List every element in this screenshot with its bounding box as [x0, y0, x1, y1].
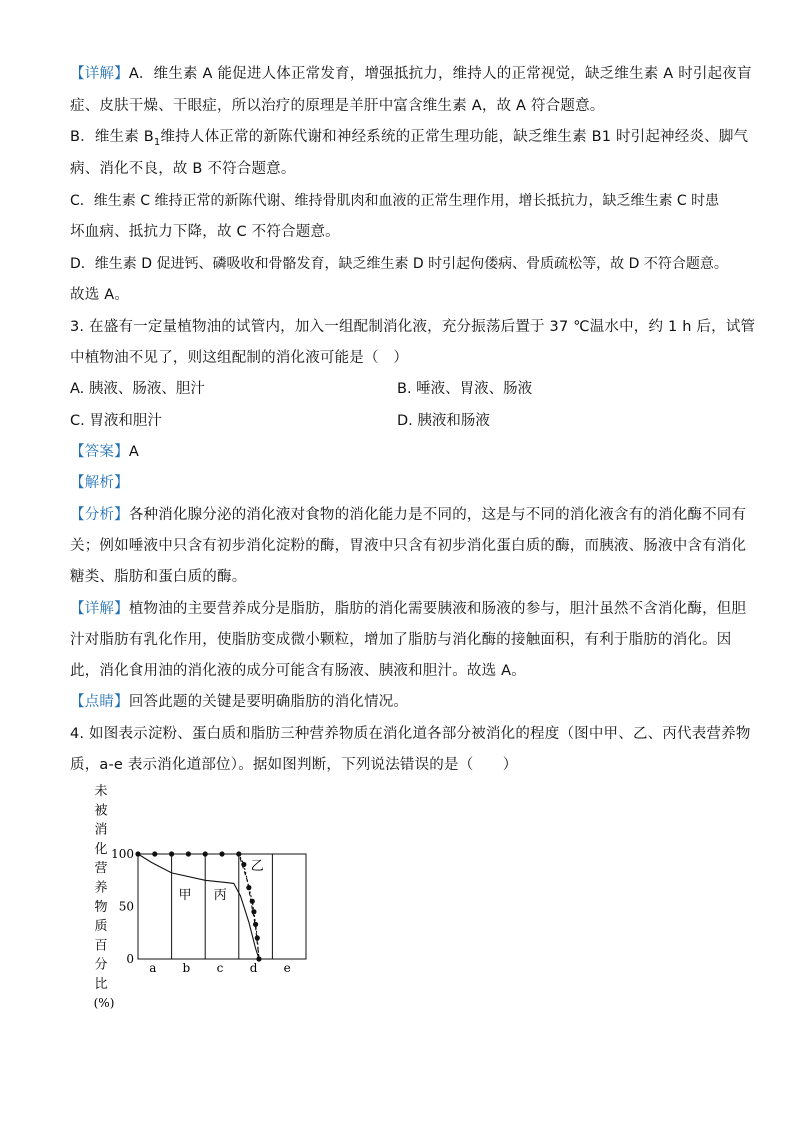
x-tick-labels [149, 961, 291, 975]
series-point-乙 [251, 909, 256, 914]
y-axis-label-char: 质 [94, 919, 108, 935]
y-tick-labels [111, 847, 134, 966]
x-tick-label: a [149, 961, 157, 975]
q3-stem-line-1: 3. 在盛有一定量植物油的试管内，加入一组配制消化液，充分振荡后置于 37 ℃温水中，约 1 h 后，试管 [70, 319, 756, 335]
detail-c-line-1: C．维生素 C 维持正常的新陈代谢、维持骨肌肉和血液的正常生理作用，增长抵抗力，缺乏维生素 C 时患 [70, 193, 720, 209]
x-tick-label: d [249, 961, 258, 975]
dianjing-text: 回答此题的关键是要明确脂肪的消化情况。 [128, 694, 409, 710]
q3-detail-line-3: 此，消化食用油的消化液的成分可能含有肠液、胰液和胆汁。故选 A。 [70, 663, 526, 679]
series-line-丙 [138, 854, 259, 959]
detail-text-1: 植物油的主要营养成分是脂肪，脂肪的消化需要胰液和肠液的参与，胆汁虽然不含消化酶，但胆 [128, 601, 747, 617]
digestion-chart [80, 782, 320, 1014]
dianjing-tag: 【点睛】 [70, 694, 129, 710]
detail-b-line-2: 病、消化不良，故 B 不符合题意。 [70, 161, 296, 177]
detail-b-text-pre: B．维生素 B [70, 129, 154, 145]
series-lines [135, 851, 261, 961]
q3-option-a: A. 胰液、肠液、胆汁 [70, 381, 205, 397]
q3-analysis-line-3: 糖类、脂肪和蛋白质的酶。 [70, 569, 247, 585]
y-axis-label-char: 养 [94, 880, 108, 896]
series-point-乙 [256, 956, 261, 961]
answer-tag: 【答案】 [70, 444, 129, 460]
y-axis-label-char: 被 [94, 803, 108, 819]
y-tick-label: 50 [118, 899, 134, 914]
series-label-丙: 丙 [213, 888, 227, 904]
series-point-乙 [135, 851, 140, 856]
x-tick-label: b [182, 961, 191, 975]
series-point-乙 [246, 885, 251, 890]
detail-tag: 【详解】 [70, 66, 129, 82]
q3-option-b: B. 唾液、胃液、肠液 [397, 381, 533, 397]
y-axis-label [94, 783, 115, 1010]
q3-detail-line-2: 汁对脂肪有乳化作用，使脂肪变成微小颗粒，增加了脂肪与消化酶的接触面积，有利于脂肪的消化。因 [70, 632, 732, 648]
y-axis-label-char: 比 [94, 977, 108, 992]
detail-a-text-1: A．维生素 A 能促进人体正常发育，增强抵抗力，维持人的正常视觉，缺乏维生素 A 时引起夜盲 [128, 66, 752, 82]
jiexi-tag: 【解析】 [70, 475, 129, 491]
q3-option-d: D. 胰液和肠液 [397, 413, 490, 429]
detail-b-subscript: 1 [153, 136, 161, 148]
y-axis-label-char: 百 [94, 938, 108, 954]
detail-b-line-1 [70, 127, 749, 153]
series-point-乙 [241, 862, 246, 867]
plot-border [138, 854, 306, 959]
detail-a-line-1 [70, 64, 752, 84]
q4-stem-line-1: 4. 如图表示淀粉、蛋白质和脂肪三种营养物质在消化道各部分被消化的程度（图中甲、乙、丙代表营养物 [70, 726, 751, 742]
q3-detail-line-1 [70, 599, 747, 619]
detail-c-line-2: 坏血病、抵抗力下降，故 C 不符合题意。 [70, 224, 340, 240]
series-point-乙 [152, 851, 157, 856]
chart-frame [138, 854, 306, 959]
q3-stem-line-2: 中植物油不见了，则这组配制的消化液可能是（ ） [70, 350, 409, 366]
analysis-tag: 【分析】 [70, 507, 129, 523]
series-label-乙: 乙 [250, 858, 264, 874]
y-tick-label: 0 [126, 952, 134, 966]
series-point-乙 [203, 851, 208, 856]
detail-d-line-2: 故选 A。 [70, 287, 130, 303]
q3-option-c: C. 胃液和胆汁 [70, 413, 162, 429]
series-point-乙 [236, 851, 241, 856]
series-line-乙 [138, 854, 259, 959]
detail-a-line-2: 症、皮肤干燥、干眼症，所以治疗的原理是羊肝中富含维生素 A，故 A 符合题意。 [70, 98, 605, 114]
x-tick-label: e [283, 961, 291, 975]
series-label-甲: 甲 [178, 888, 192, 904]
q3-analysis-line-2: 关；例如唾液中只含有初步消化淀粉的酶，胃液中只含有初步消化蛋白质的酶，而胰液、肠液中含有消化 [70, 538, 747, 554]
q4-stem-line-2: 质，a-e 表示消化道部位）。据如图判断，下列说法错误的是（ ） [70, 757, 518, 773]
y-axis-label-char: 分 [94, 957, 108, 973]
analysis-text-1: 各种消化腺分泌的消化液对食物的消化能力是不同的，这是与不同的消化液含有的消化酶不同有 [128, 507, 747, 523]
y-axis-label-char: 消 [94, 822, 108, 838]
x-tick-label: c [216, 961, 224, 975]
series-point-乙 [255, 935, 260, 940]
series-point-乙 [250, 899, 255, 904]
series-point-乙 [169, 851, 174, 856]
y-axis-label-char: 物 [94, 899, 108, 915]
answer-value: A [128, 444, 139, 460]
series-line-甲 [138, 854, 259, 959]
y-axis-label-char: 营 [94, 861, 108, 877]
series-point-乙 [186, 851, 191, 856]
q3-jiexi [70, 473, 730, 493]
q3-dianjing [70, 692, 730, 712]
y-axis-label-char: 化 [94, 841, 108, 857]
series-point-乙 [219, 851, 224, 856]
y-tick-label: 100 [111, 847, 134, 861]
detail-tag-2: 【详解】 [70, 601, 129, 617]
detail-d-line-1: D．维生素 D 促进钙、磷吸收和骨骼发育，缺乏维生素 D 时引起佝偻病、骨质疏松等，故 D 不符合题意。 [70, 256, 728, 272]
detail-b-text-post: 维持人体正常的新陈代谢和神经系统的正常生理功能，缺乏维生素 B1 时引起神经炎、脚气 [160, 129, 749, 145]
y-axis-label-char: 未 [94, 784, 108, 799]
q3-answer [70, 442, 730, 462]
q3-analysis-line-1 [70, 505, 747, 525]
series-point-乙 [253, 922, 258, 927]
y-axis-unit: (%) [93, 996, 115, 1010]
